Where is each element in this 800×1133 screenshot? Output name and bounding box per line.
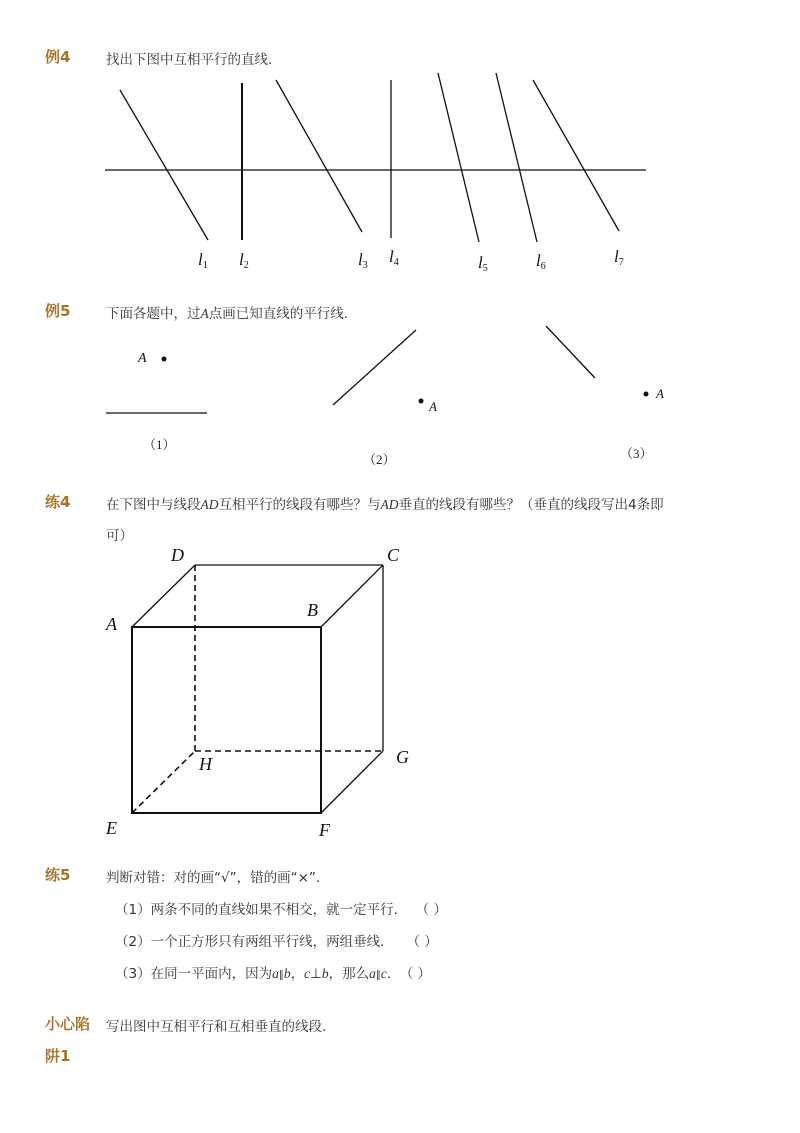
point-a-2: A	[429, 399, 437, 414]
edge-fg	[321, 751, 383, 813]
vertex-c: C	[387, 545, 400, 565]
label-l3: l3	[358, 250, 368, 271]
practice-4-tag: 练4	[45, 493, 71, 511]
label-l1: l1	[198, 250, 208, 271]
caption-2: （2）	[363, 452, 396, 467]
point-dot-1	[162, 357, 167, 362]
trap-question: 写出图中互相平行和互相垂直的线段.	[106, 1019, 327, 1035]
caption-1: （1）	[143, 437, 176, 452]
point-a-3: A	[656, 386, 664, 401]
edge-bc	[321, 565, 383, 627]
caption-3: （3）	[620, 446, 653, 461]
example-5-question: 下面各题中，过A点画已知直线的平行线.	[106, 306, 349, 322]
vertex-h: H	[199, 754, 212, 774]
line-l1	[120, 90, 208, 240]
practice-5-item-3: （3）在同一平面内，因为a∥b，c⊥b，那么a∥c. （ ）	[115, 966, 432, 982]
vertex-b: B	[307, 600, 318, 620]
label-l5: l5	[478, 253, 488, 274]
vertex-g: G	[396, 747, 409, 767]
vertex-a: A	[106, 614, 117, 634]
label-l7: l7	[614, 247, 624, 268]
trap-tag-cont: 阱1	[45, 1047, 71, 1065]
line-l6	[496, 73, 537, 242]
point-dot-3	[644, 392, 649, 397]
line-l7	[533, 80, 619, 231]
edge-eh	[132, 751, 195, 813]
point-a-1: A	[138, 351, 147, 366]
practice-5-item-2: （2）一个正方形只有两组平行线，两组垂线． （ ）	[115, 934, 438, 950]
trap-tag: 小心陷	[45, 1015, 91, 1033]
practice-4-question-line1: 在下图中与线段AD互相平行的线段有哪些？与AD垂直的线段有哪些？（垂直的线段写出4条即	[106, 497, 664, 513]
point-dot-2	[419, 399, 424, 404]
given-line-2	[333, 330, 416, 405]
label-l2: l2	[239, 250, 249, 271]
practice-5-tag: 练5	[45, 866, 71, 884]
vertex-e: E	[106, 818, 117, 838]
cube-figure	[0, 540, 800, 850]
label-l6: l6	[536, 251, 546, 272]
edge-ad	[132, 565, 195, 627]
line-l5	[438, 73, 479, 242]
practice-5-item-1: （1）两条不同的直线如果不相交，就一定平行． （ ）	[115, 902, 447, 918]
vertex-d: D	[171, 545, 184, 565]
example-4-question: 找出下图中互相平行的直线.	[106, 52, 273, 68]
label-l4: l4	[389, 247, 399, 268]
practice-4-question-line2: 可）	[106, 528, 133, 544]
vertex-f: F	[319, 820, 330, 840]
line-l3	[276, 80, 362, 232]
example-5-tag: 例5	[45, 302, 71, 320]
given-line-3	[546, 326, 595, 378]
parallel-lines-figure	[0, 0, 800, 290]
parallel-construction-figure	[0, 310, 800, 470]
example-4-tag: 例4	[45, 48, 71, 66]
front-face-abfe	[132, 627, 321, 813]
practice-5-instruction: 判断对错：对的画“√”，错的画“×”.	[106, 870, 321, 886]
